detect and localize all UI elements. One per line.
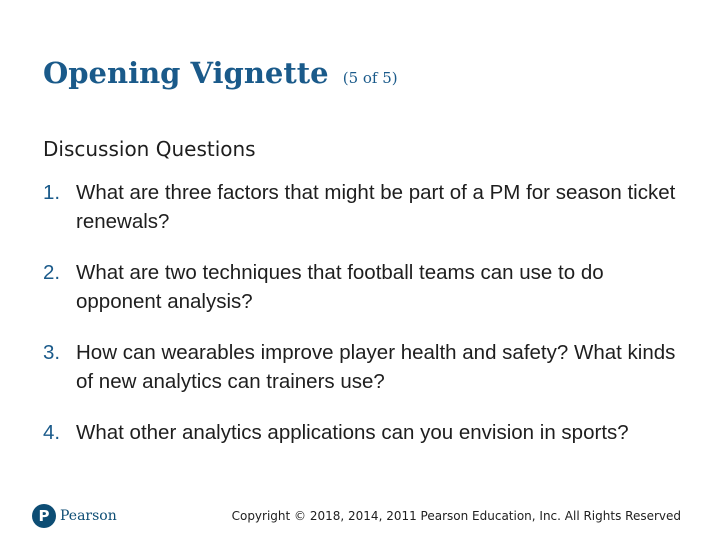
pearson-logo-icon: P — [32, 504, 56, 528]
title-main: Opening Vignette — [43, 56, 329, 90]
slide-title — [43, 58, 398, 90]
question-item — [43, 258, 683, 316]
question-item — [43, 178, 683, 236]
question-item — [43, 338, 683, 396]
pearson-logo — [32, 504, 117, 528]
question-number: 3. — [43, 341, 61, 364]
pearson-logo-text: Pearson — [60, 508, 117, 524]
title-subtitle: (5 of 5) — [342, 69, 398, 87]
question-number: 2. — [43, 261, 61, 284]
question-number: 4. — [43, 421, 61, 444]
copyright-notice: Copyright © 2018, 2014, 2011 Pearson Education, Inc. All Rights Reserved — [231, 509, 681, 523]
question-list — [43, 178, 683, 469]
question-text: What other analytics applications can you envision in sports? — [76, 421, 629, 444]
question-item — [43, 418, 683, 447]
section-heading: Discussion Questions — [43, 137, 256, 161]
question-number: 1. — [43, 181, 61, 204]
question-text: What are three factors that might be part of a PM for season ticket renewals? — [76, 181, 676, 233]
question-text: What are two techniques that football teams can use to do opponent analysis? — [76, 261, 604, 313]
question-text: How can wearables improve player health and safety? What kinds of new analytics can trainers use? — [76, 341, 676, 393]
